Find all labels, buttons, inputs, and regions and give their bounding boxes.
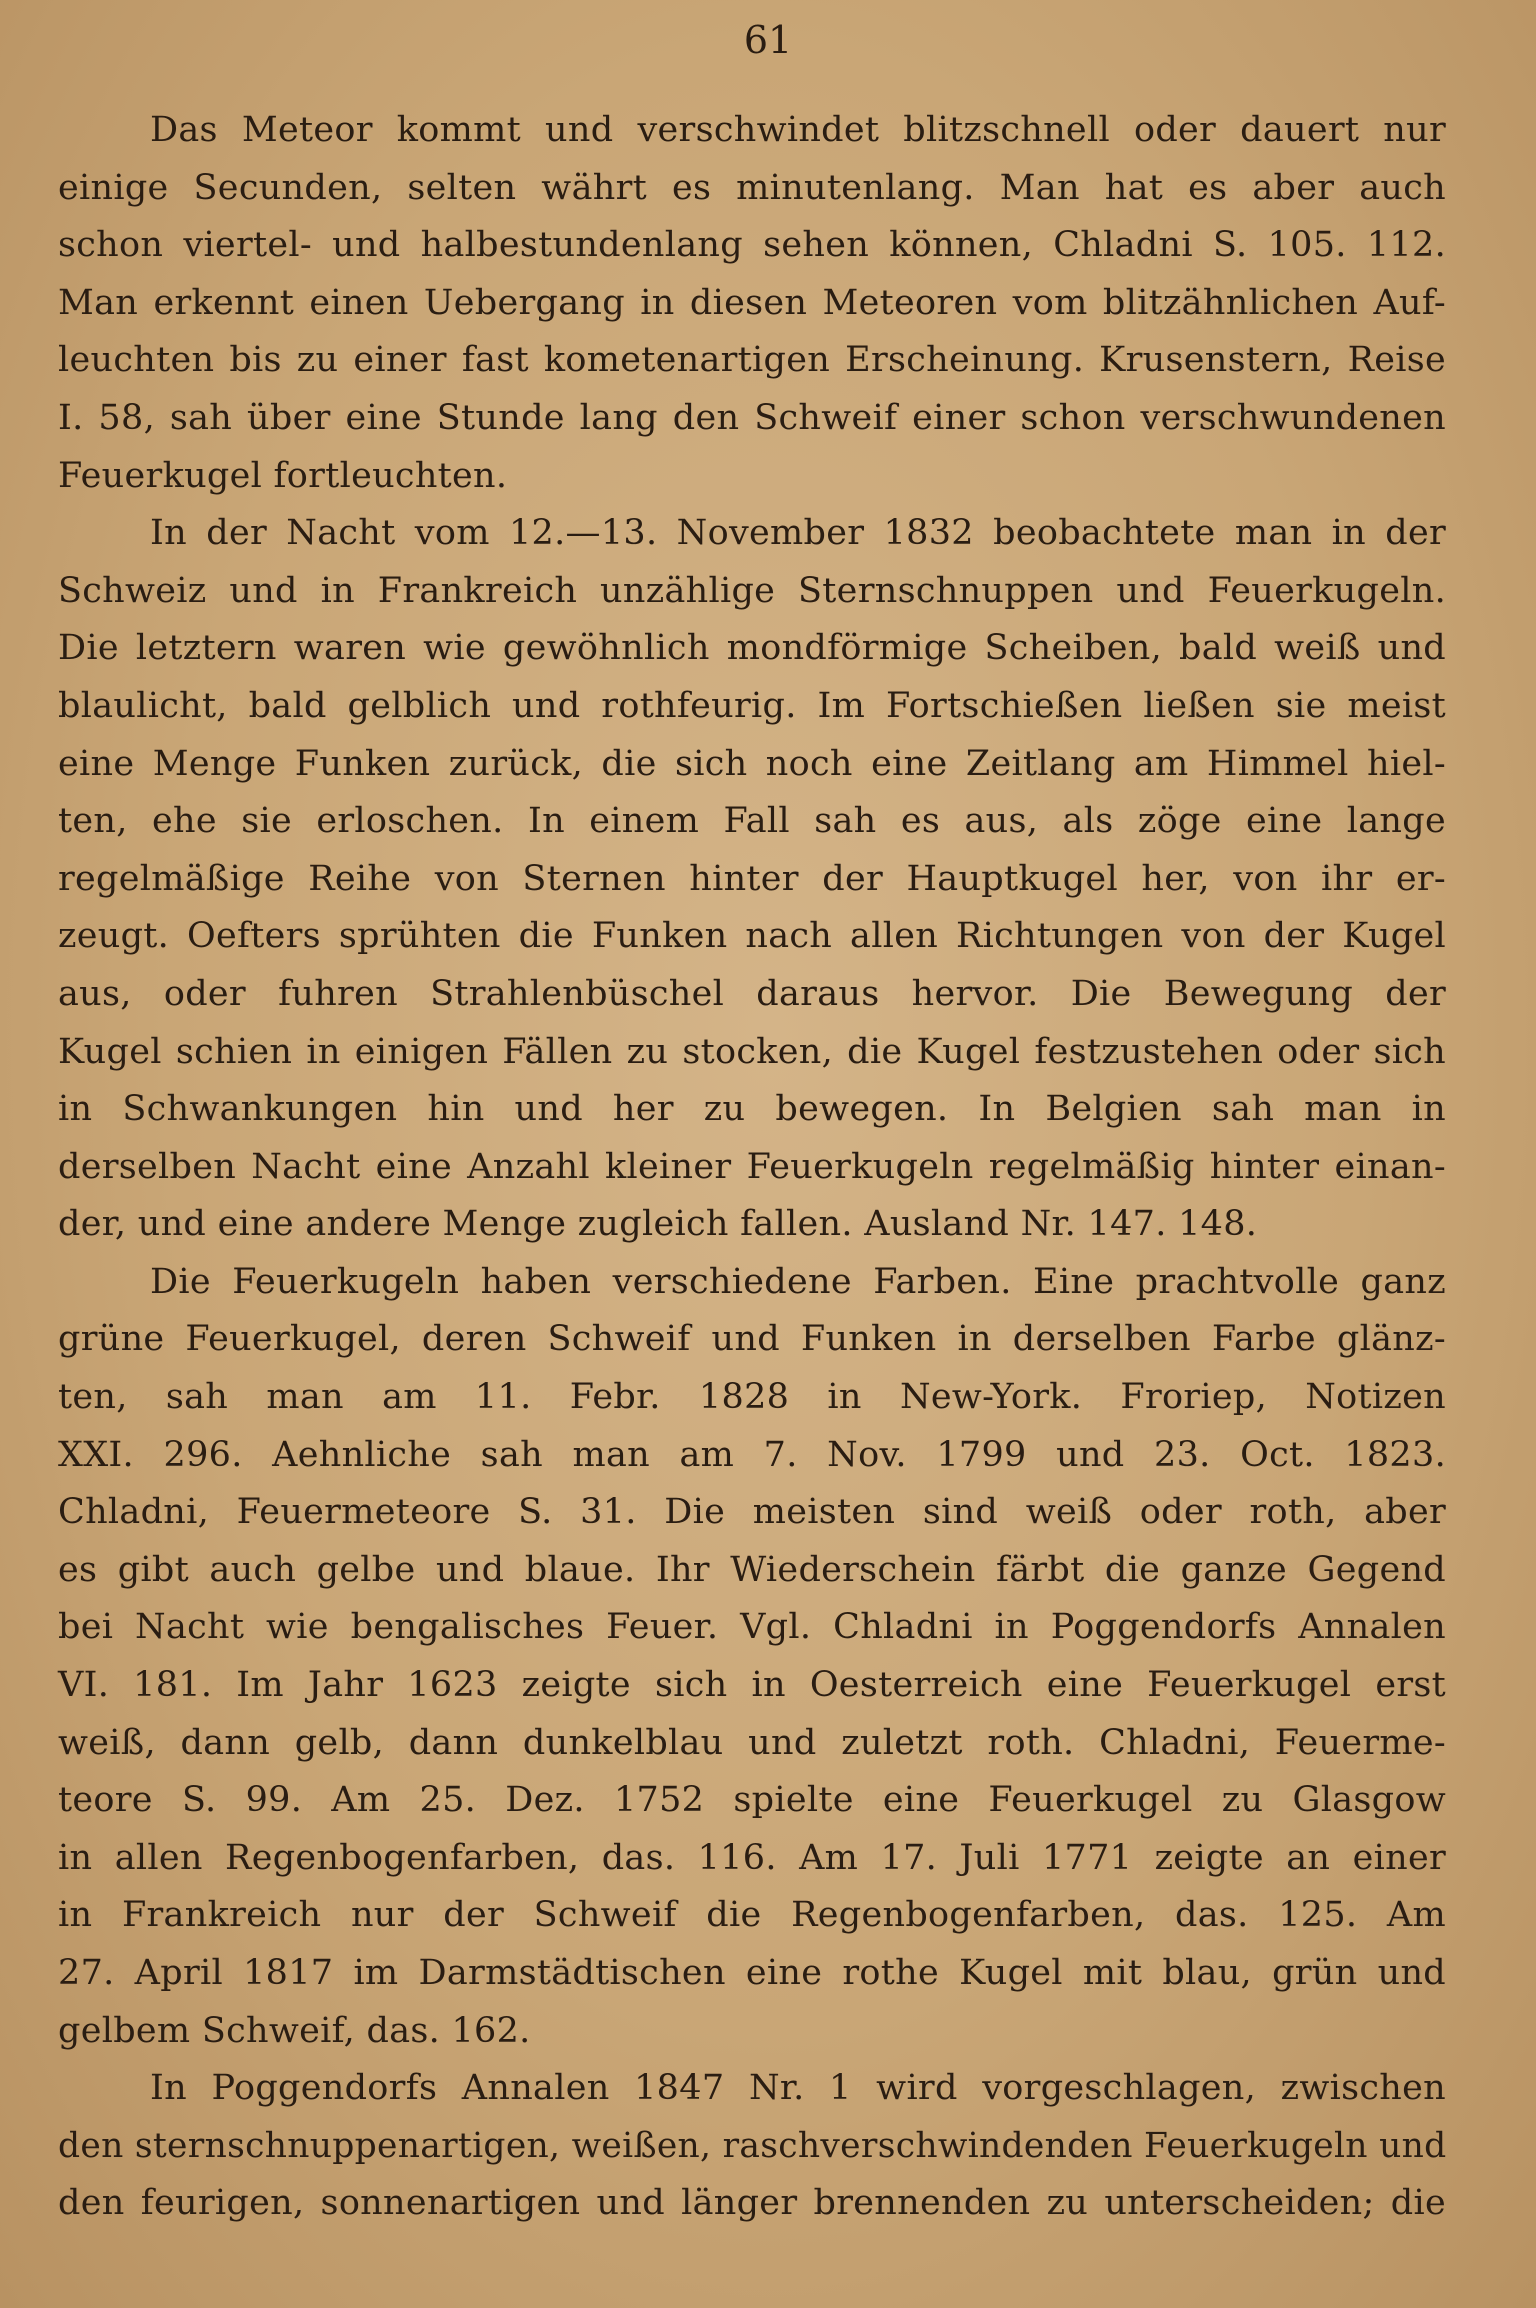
text-line: teore S. 99. Am 25. Dez. 1752 spielte eine Feuerkugel zu Glasgow	[58, 1780, 1446, 1821]
text-line: Kugel schien in einigen Fällen zu stocken, die Kugel festzustehen oder sich	[58, 1031, 1446, 1072]
text-line: In Poggendorfs Annalen 1847 Nr. 1 wird vorgeschlagen, zwischen	[150, 2068, 1446, 2109]
text-line: derselben Nacht eine Anzahl kleiner Feuerkugeln regelmäßig hinter einan-	[58, 1146, 1446, 1187]
paragraph-meteor-duration	[58, 102, 1446, 505]
text-line: leuchten bis zu einer fast kometenartigen Erscheinung. Krusenstern, Reise	[58, 340, 1446, 381]
page-number: 61	[743, 18, 793, 62]
text-line: weiß, dann gelb, dann dunkelblau und zuletzt roth. Chladni, Feuerme-	[58, 1722, 1446, 1763]
text-line: regelmäßige Reihe von Sternen hinter der Hauptkugel her, von ihr er-	[58, 858, 1446, 899]
text-line: ten, sah man am 11. Febr. 1828 in New-York. Froriep, Notizen	[58, 1377, 1446, 1418]
text-line: den sternschnuppenartigen, weißen, raschverschwindenden Feuerkugeln und	[58, 2125, 1447, 2166]
text-line: bei Nacht wie bengalisches Feuer. Vgl. Chladni in Poggendorfs Annalen	[58, 1607, 1446, 1648]
text-line: schon viertel- und halbestundenlang sehen können, Chladni S. 105. 112.	[58, 225, 1446, 266]
text-line: Schweiz und in Frankreich unzählige Sternschnuppen und Feuerkugeln.	[58, 570, 1446, 611]
text-line: Man erkennt einen Uebergang in diesen Meteoren vom blitzähnlichen Auf-	[58, 282, 1446, 323]
text-line: in Frankreich nur der Schweif die Regenbogenfarben, das. 125. Am	[58, 1895, 1446, 1936]
paragraph-poggendorf-1847	[58, 2060, 1446, 2233]
body-text	[58, 102, 1446, 2233]
text-line: VI. 181. Im Jahr 1623 zeigte sich in Oesterreich eine Feuerkugel erst	[58, 1665, 1446, 1706]
text-line: einige Secunden, selten währt es minutenlang. Man hat es aber auch	[58, 167, 1446, 208]
text-line: ten, ehe sie erloschen. In einem Fall sah es aus, als zöge eine lange	[58, 801, 1446, 842]
text-line: es gibt auch gelbe und blaue. Ihr Wiederschein färbt die ganze Gegend	[58, 1549, 1446, 1590]
text-line: Die Feuerkugeln haben verschiedene Farben. Eine prachtvolle ganz	[150, 1261, 1446, 1302]
text-line: I. 58, sah über eine Stunde lang den Schweif einer schon verschwundenen	[58, 397, 1446, 438]
text-line: Die letztern waren wie gewöhnlich mondförmige Scheiben, bald weiß und	[58, 628, 1446, 669]
paragraph-fireball-colors	[58, 1254, 1446, 2060]
paragraph-november-1832	[58, 505, 1446, 1254]
text-line: Chladni, Feuermeteore S. 31. Die meisten sind weiß oder roth, aber	[58, 1492, 1446, 1533]
text-line: Das Meteor kommt und verschwindet blitzschnell oder dauert nur	[150, 110, 1446, 150]
text-line: in allen Regenbogenfarben, das. 116. Am 17. Juli 1771 zeigte an einer	[58, 1837, 1446, 1878]
text-line: den feurigen, sonnenartigen und länger brennenden zu unterscheiden; die	[58, 2183, 1446, 2224]
text-line: 27. April 1817 im Darmstädtischen eine rothe Kugel mit blau, grün und	[58, 1953, 1446, 1993]
text-line: gelbem Schweif, das. 162.	[58, 2010, 531, 2051]
text-line: aus, oder fuhren Strahlenbüschel daraus hervor. Die Bewegung der	[58, 973, 1446, 1014]
text-line: eine Menge Funken zurück, die sich noch eine Zeitlang am Himmel hiel-	[58, 743, 1446, 784]
text-line: grüne Feuerkugel, deren Schweif und Funken in derselben Farbe glänz-	[58, 1319, 1446, 1360]
text-line: in Schwankungen hin und her zu bewegen. In Belgien sah man in	[58, 1089, 1446, 1130]
text-line: zeugt. Oefters sprühten die Funken nach allen Richtungen von der Kugel	[58, 916, 1446, 957]
text-line: Feuerkugel fortleuchten.	[58, 455, 508, 496]
text-line: der, und eine andere Menge zugleich fallen. Ausland Nr. 147. 148.	[58, 1204, 1258, 1245]
text-line: In der Nacht vom 12.—13. November 1832 beobachtete man in der	[150, 513, 1446, 554]
text-line: blaulicht, bald gelblich und rothfeurig. Im Fortschießen ließen sie meist	[58, 685, 1446, 726]
text-line: XXI. 296. Aehnliche sah man am 7. Nov. 1799 und 23. Oct. 1823.	[58, 1434, 1446, 1475]
